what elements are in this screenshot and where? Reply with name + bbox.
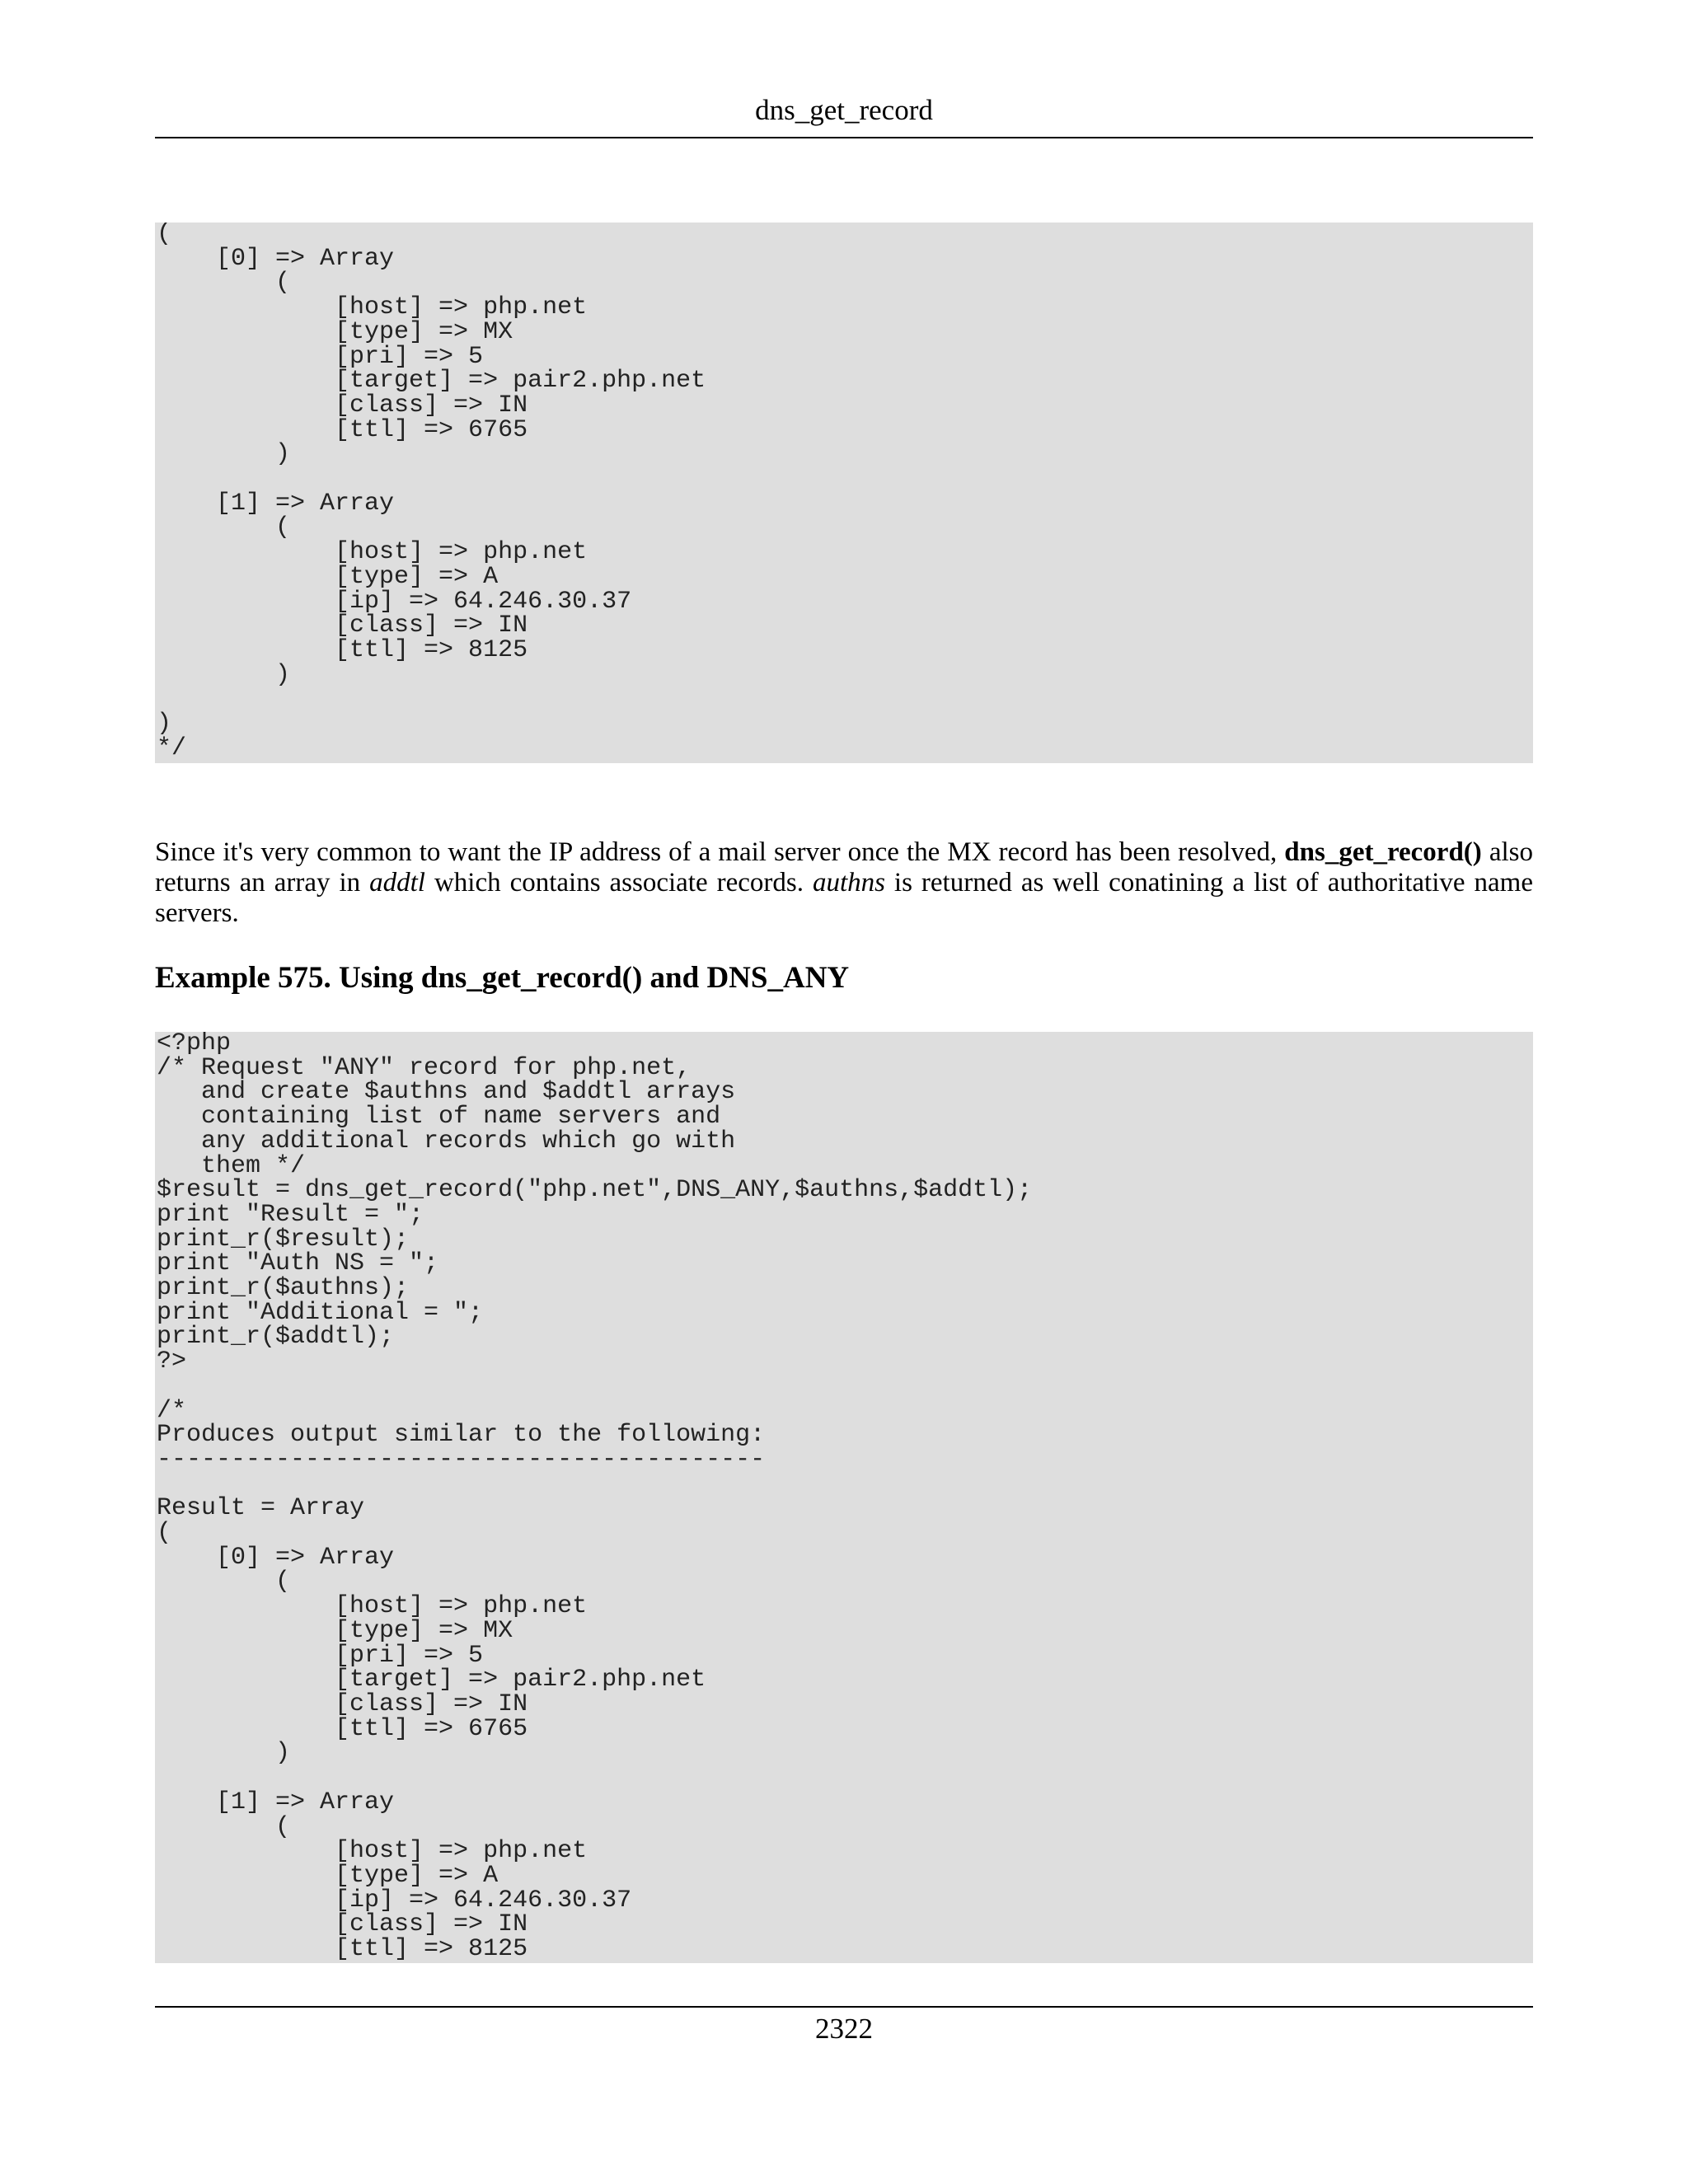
paragraph-text: which contains associate records. (424, 868, 813, 898)
paragraph-text: also returns an array in (155, 837, 1533, 898)
example-code-block: <?php /* Request "ANY" record for php.net, and create $authns and $addtl arrays containing list of name servers and any additional records which go with them */ $result = dns_get_record("php.net",DNS_ANY,$authns,$addtl); print "Result = "; print_r($result); print "Auth NS = "; print_r($authns); print "Additional = "; print_r($addtl); ?> /* Produces output similar to the following: ----------------------------------------- Result = Array ( [0] => Array ( [host] => php.net [type] => MX [pri] => 5 [target] => pair2.php.net [class] => IN [ttl] => 6765 ) [1] => Array ( [host] => php.net [type] => A [ip] => 64.246.30.37 [class] => IN [ttl] => 8125 (155, 1032, 1533, 1963)
page-number: 2322 (815, 2013, 873, 2045)
paragraph-text: is returned as well conatining a list of authoritative name servers. (155, 868, 1533, 928)
function-name: dns_get_record() (1284, 837, 1482, 867)
param-addtl: addtl (369, 868, 425, 898)
example-title: Example 575. Using dns_get_record() and DNS_ANY (155, 961, 850, 995)
description-paragraph (155, 837, 1533, 929)
footer-divider (155, 2006, 1533, 2008)
code-block-continued: ( [0] => Array ( [host] => php.net [type] => MX [pri] => 5 [target] => pair2.php.net [class] => IN [ttl] => 6765 ) [1] => Array ( [host] => php.net [type] => A [ip] => 64.246.30.37 [class] => IN [ttl] => 8125 ) ) */ (155, 223, 1533, 763)
paragraph-text: Since it's very common to want the IP address of a mail server once the MX record has been resolved, (155, 837, 1285, 867)
page-header: dns_get_record (155, 92, 1533, 138)
param-authns: authns (812, 868, 885, 898)
